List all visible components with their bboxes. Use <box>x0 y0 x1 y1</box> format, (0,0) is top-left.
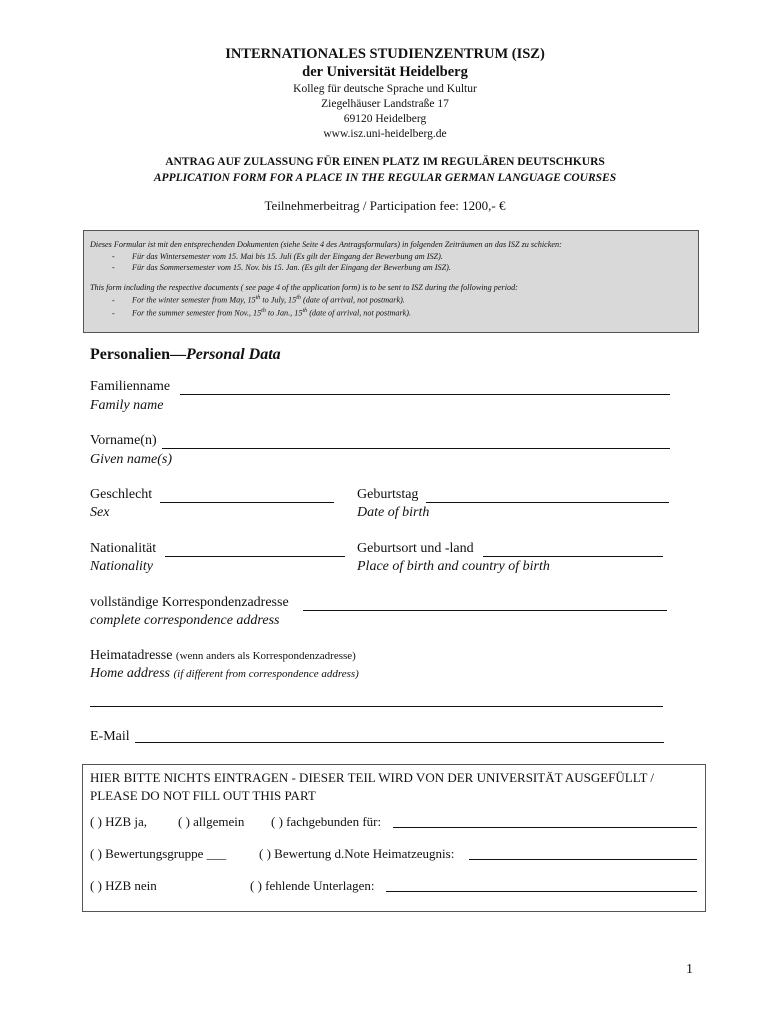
family-name-label-en: Family name <box>90 398 164 413</box>
sex-label-en: Sex <box>90 505 110 520</box>
office-notice: PLEASE DO NOT FILL OUT THIS PART <box>90 788 316 803</box>
fehlende-unterlagen-checkbox[interactable]: ( ) fehlende Unterlagen: <box>250 878 375 893</box>
email-label: E-Mail <box>90 729 130 744</box>
fachgebunden-checkbox[interactable]: ( ) fachgebunden für: <box>271 814 382 829</box>
date-of-birth-label-en: Date of birth <box>357 505 430 520</box>
sex-field[interactable] <box>160 502 334 503</box>
info-en-intro: This form including the respective documents ( see page 4 of the application form) is to be sent to ISZ during the following period: <box>90 282 518 292</box>
section-heading-personal-data: Personalien—Personal Data <box>90 346 281 363</box>
correspondence-address-label-en: complete correspondence address <box>90 613 280 628</box>
participation-fee: Teilnehmerbeitrag / Participation fee: 1200,- € <box>264 198 506 213</box>
given-name-field[interactable] <box>162 448 670 449</box>
family-name-field[interactable] <box>180 394 670 395</box>
allgemein-checkbox[interactable]: ( ) allgemein <box>178 814 245 829</box>
given-name-label: Vorname(n) <box>90 433 157 448</box>
correspondence-address-field[interactable] <box>303 610 667 611</box>
email-field[interactable] <box>135 742 664 743</box>
info-de-item: - Für das Wintersemester vom 15. Mai bis 15. Juli (Es gilt der Eingang der Bewerbung am ISZ). <box>112 251 443 261</box>
bewertung-note-checkbox[interactable]: ( ) Bewertung d.Note Heimatzeugnis: <box>259 846 455 861</box>
place-of-birth-label: Geburtsort und -land <box>357 541 474 556</box>
hzb-nein-checkbox[interactable]: ( ) HZB nein <box>90 878 157 893</box>
date-of-birth-field[interactable] <box>426 502 669 503</box>
hzb-ja-checkbox[interactable]: ( ) HZB ja, <box>90 814 148 829</box>
correspondence-address-label: vollständige Korrespondenzadresse <box>90 595 289 610</box>
fehlende-unterlagen-field[interactable] <box>386 891 697 892</box>
place-of-birth-label-en: Place of birth and country of birth <box>357 559 550 574</box>
form-title-german: ANTRAG AUF ZULASSUNG FÜR EINEN PLATZ IM REGULÄREN DEUTSCHKURS <box>165 156 605 168</box>
home-address-label: Heimatadresse (wenn anders als Korrespondenzadresse) <box>90 648 356 663</box>
university-name: der Universität Heidelberg <box>302 64 468 80</box>
nationality-field[interactable] <box>165 556 345 557</box>
submission-info-box <box>83 230 699 333</box>
given-name-label-en: Given name(s) <box>90 452 173 467</box>
street-address: Ziegelhäuser Landstraße 17 <box>321 98 449 110</box>
nationality-label: Nationalität <box>90 541 157 556</box>
institution-name: INTERNATIONALES STUDIENZENTRUM (ISZ) <box>225 46 545 62</box>
college-name: Kolleg für deutsche Sprache und Kultur <box>293 83 477 95</box>
bewertungsgruppe-checkbox[interactable]: ( ) Bewertungsgruppe ___ <box>90 846 227 861</box>
form-title-english: APPLICATION FORM FOR A PLACE IN THE REGULAR GERMAN LANGUAGE COURSES <box>153 172 617 184</box>
fachgebunden-field[interactable] <box>393 827 697 828</box>
page-number: 1 <box>686 962 693 977</box>
place-of-birth-field[interactable] <box>483 556 663 557</box>
office-notice: HIER BITTE NICHTS EINTRAGEN - DIESER TEIL WIRD VON DER UNIVERSITÄT AUSGEFÜLLT / <box>90 770 655 785</box>
home-address-field[interactable] <box>90 706 663 707</box>
bewertung-note-field[interactable] <box>469 859 697 860</box>
date-of-birth-label: Geburtstag <box>357 487 419 502</box>
family-name-label: Familienname <box>90 379 171 394</box>
info-de-intro: Dieses Formular ist mit den entsprechenden Dokumenten (siehe Seite 4 des Antragsformulars) in folgenden Zeiträumen an das ISZ zu schicken: <box>90 240 562 249</box>
office-use-box <box>82 764 706 912</box>
sex-label: Geschlecht <box>90 487 153 502</box>
info-de-item: - Für das Sommersemester vom 15. Nov. bis 15. Jan. (Es gilt der Eingang der Bewerbung am ISZ). <box>112 263 451 272</box>
nationality-label-en: Nationality <box>90 559 153 574</box>
info-en-winter: - For the winter semester from May, 15th to July, 15th (date of arrival, not postmark). <box>112 295 405 305</box>
website: www.isz.uni-heidelberg.de <box>323 128 447 140</box>
info-en-summer: - For the summer semester from Nov., 15th to Jan., 15th (date of arrival, not postmark). <box>112 308 412 318</box>
home-address-label-en: Home address (if different from correspondence address) <box>90 666 359 681</box>
city-address: 69120 Heidelberg <box>343 113 427 125</box>
